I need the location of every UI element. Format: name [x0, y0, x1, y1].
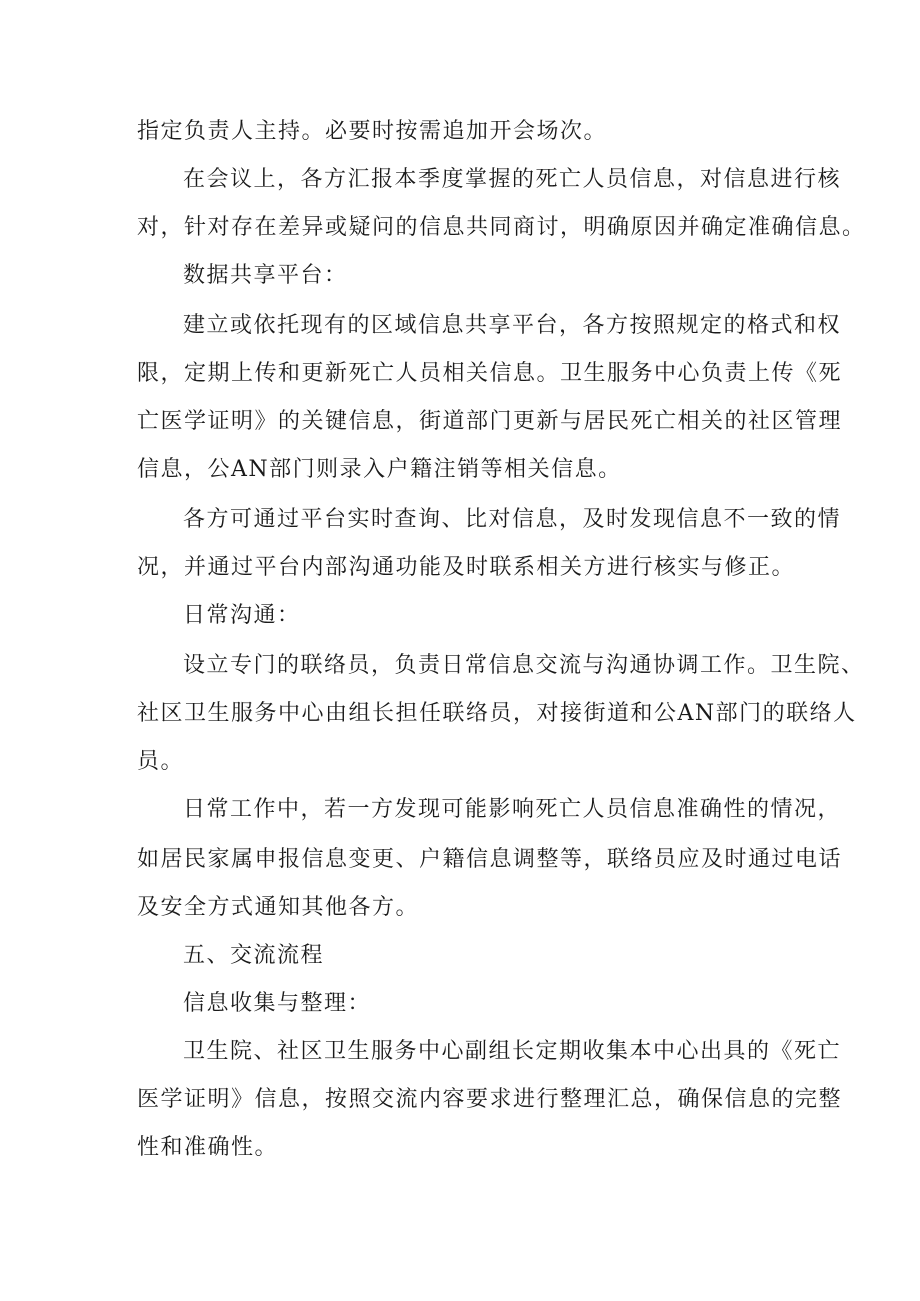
- text-line: 社区卫生服务中心由组长担任联络员，对接街道和公AN部门的联络人: [137, 701, 857, 726]
- text-line: 性和准确性。: [137, 1135, 279, 1160]
- text-line: 对，针对存在差异或疑问的信息共同商讨，明确原因并确定准确信息。: [137, 215, 866, 240]
- text-line: 亡医学证明》的关键信息，街道部门更新与居民死亡相关的社区管理: [137, 409, 843, 434]
- section-heading: 数据共享平台：: [183, 263, 348, 288]
- section-heading: 日常沟通：: [183, 603, 301, 628]
- text-line: 限，定期上传和更新死亡人员相关信息。卫生服务中心负责上传《死: [137, 361, 843, 386]
- text-line: 医学证明》信息，按照交流内容要求进行整理汇总，确保信息的完整: [137, 1087, 843, 1112]
- text-line: 况，并通过平台内部沟通功能及时联系相关方进行核实与修正。: [137, 555, 796, 580]
- text-line: 日常工作中，若一方发现可能影响死亡人员信息准确性的情况，: [183, 797, 842, 822]
- text-line: 如居民家属申报信息变更、户籍信息调整等，联络员应及时通过电话: [137, 847, 843, 872]
- text-line: 及安全方式通知其他各方。: [137, 895, 420, 920]
- text-line: 卫生院、社区卫生服务中心副组长定期收集本中心出具的《死亡: [183, 1039, 842, 1064]
- text-line: 设立专门的联络员，负责日常信息交流与沟通协调工作。卫生院、: [183, 653, 865, 678]
- text-line: 在会议上，各方汇报本季度掌握的死亡人员信息，对信息进行核: [183, 167, 842, 192]
- section-heading: 五、交流流程: [183, 943, 325, 968]
- text-line: 信息，公AN部门则录入户籍注销等相关信息。: [137, 457, 622, 482]
- section-heading: 信息收集与整理：: [183, 991, 372, 1016]
- text-line: 各方可通过平台实时查询、比对信息，及时发现信息不一致的情: [183, 507, 842, 532]
- text-line: 建立或依托现有的区域信息共享平台，各方按照规定的格式和权: [183, 313, 842, 338]
- text-line: 员。: [137, 749, 185, 774]
- text-line: 指定负责人主持。必要时按需追加开会场次。: [137, 119, 608, 144]
